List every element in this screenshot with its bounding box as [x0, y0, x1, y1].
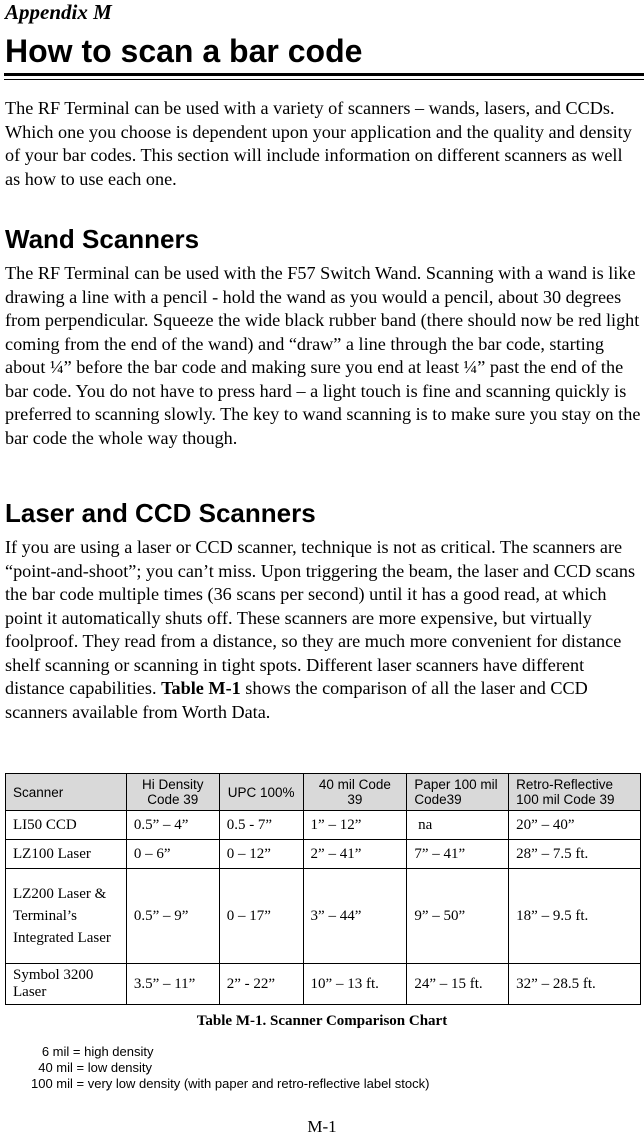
table-cell: LZ100 Laser: [6, 840, 127, 869]
table-cell: Symbol 3200 Laser: [6, 964, 127, 1005]
table-cell: 9” – 50”: [407, 869, 509, 964]
appendix-label: Appendix M: [5, 0, 112, 24]
note-line: 40 mil = low density: [31, 1060, 153, 1075]
laser-text-before: If you are using a laser or CCD scanner, technique is not as critical. The scanners are “point-and-shoot”; you can’t miss. Upon triggering the beam, the laser and CCD scans the bar code multiple times (36 scans per second) until it has a good read, at which point it automatically shuts off. These scanners are more expensive, but virtually foolproof. They read from a distance, so they are much more convenient for distance shelf scanning or scanning in tight spots. Different laser scanners have different distance capabilities.: [5, 537, 636, 698]
table-cell: 0.5 - 7”: [219, 811, 303, 840]
table-cell: 7” – 41”: [407, 840, 509, 869]
table-cell: 2” – 41”: [303, 840, 407, 869]
laser-text-after: shows the comparison of all the laser and CCD scanners available from Worth Data.: [5, 678, 588, 722]
table-cell: LZ200 Laser & Terminal’s Integrated Laser: [6, 869, 127, 964]
page-number: M-1: [307, 1117, 337, 1136]
table-row: [6, 811, 641, 840]
page-title: How to scan a bar code: [5, 33, 363, 69]
table-header-row: [6, 774, 641, 811]
table-cell: 18” – 9.5 ft.: [509, 869, 641, 964]
table-cell: 0.5” – 9”: [126, 869, 219, 964]
table-cell: 32” – 28.5 ft.: [509, 964, 641, 1005]
scanner-comparison-table: [5, 773, 641, 1005]
header-40-mil: 40 mil Code 39: [303, 774, 407, 811]
table-cell: 28” – 7.5 ft.: [509, 840, 641, 869]
table-cell: 10” – 13 ft.: [303, 964, 407, 1005]
header-paper-100: Paper 100 mil Code39: [407, 774, 509, 811]
note-line: 100 mil = very low density (with paper and retro-reflective label stock): [31, 1076, 430, 1091]
laser-paragraph: [5, 536, 641, 724]
header-hi-density: Hi Density Code 39: [126, 774, 219, 811]
header-upc: UPC 100%: [219, 774, 303, 811]
table-row: [6, 964, 641, 1005]
table-cell: 0 – 17”: [219, 869, 303, 964]
table-cell: na: [407, 811, 509, 840]
header-scanner: Scanner: [6, 774, 127, 811]
table-cell: 3” – 44”: [303, 869, 407, 964]
table-cell: 1” – 12”: [303, 811, 407, 840]
density-notes: [31, 1044, 429, 1092]
table-row: [6, 840, 641, 869]
header-retro-reflective: Retro-Reflective 100 mil Code 39: [509, 774, 641, 811]
table-cell: 24” – 15 ft.: [407, 964, 509, 1005]
table-caption: Table M-1. Scanner Comparison Chart: [196, 1013, 448, 1029]
wand-heading: Wand Scanners: [5, 224, 200, 254]
title-rule-thick: [4, 73, 644, 76]
wand-paragraph: The RF Terminal can be used with the F57 Switch Wand. Scanning with a wand is like drawing a line with a pencil - hold the wand as you would a pencil, about 30 degrees from perpendicular. Squeeze the wide black rubber band (there should now be red light coming from the end of the wand) and “draw” a line through the bar code, starting about ¼” before the bar code and making sure you end at least ¼” past the end of the bar code. You do not have to press hard – a light touch is fine and scanning quickly is preferred to scanning slowly. The key to wand scanning is to make sure you stay on the bar code the whole way though.: [5, 263, 641, 448]
table-cell: LI50 CCD: [6, 811, 127, 840]
table-cell: 3.5” – 11”: [126, 964, 219, 1005]
laser-heading: Laser and CCD Scanners: [5, 498, 316, 528]
title-rule-thin: [4, 79, 644, 80]
table-cell: 0 – 12”: [219, 840, 303, 869]
table-cell: 0.5” – 4”: [126, 811, 219, 840]
table-reference: Table M-1: [161, 678, 241, 698]
table-cell: 2” - 22”: [219, 964, 303, 1005]
table-row: [6, 869, 641, 964]
table-cell: 20” – 40”: [509, 811, 641, 840]
note-line: 6 mil = high density: [31, 1044, 154, 1059]
table-cell: 0 – 6”: [126, 840, 219, 869]
intro-paragraph: The RF Terminal can be used with a variety of scanners – wands, lasers, and CCDs. Which one you choose is dependent upon your application and the quality and density of your bar codes. This section will include information on different scanners as well as how to use each one.: [5, 98, 632, 189]
